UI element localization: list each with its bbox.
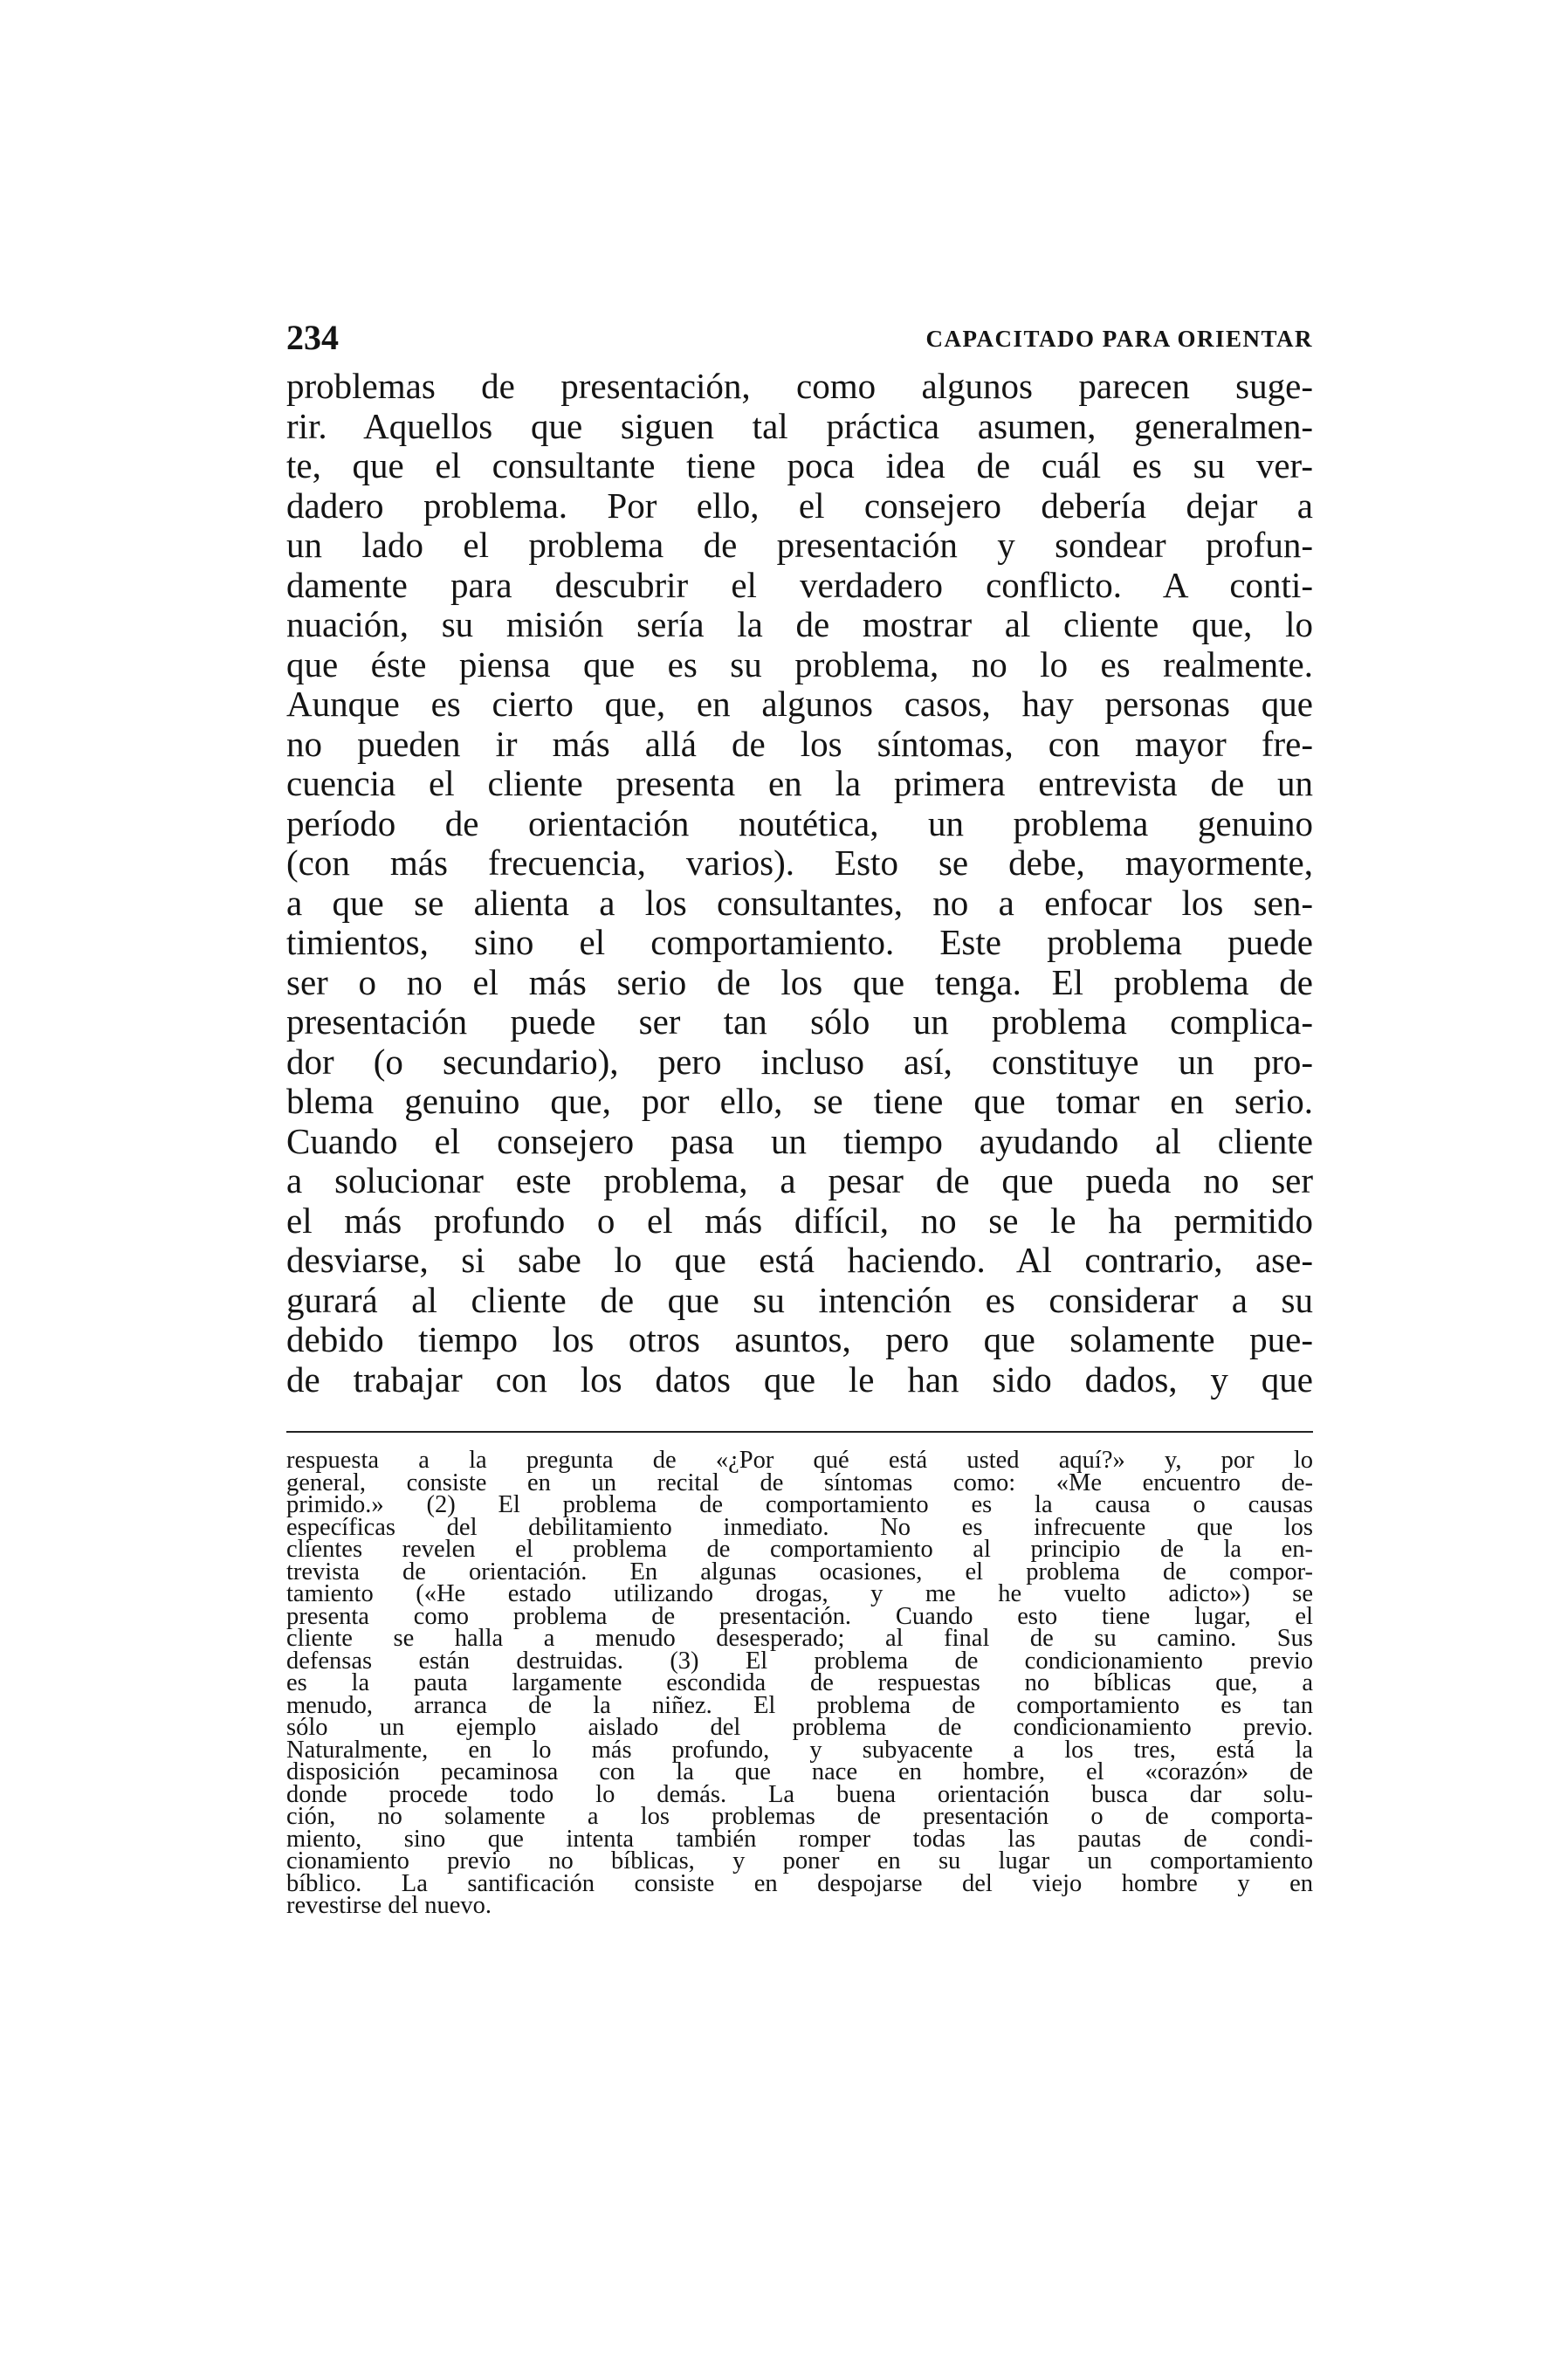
footnote-line: Naturalmente, en lo más profundo, y subyacente a los tres, está la [286, 1736, 1313, 1764]
footnote-line: cionamiento previo no bíblicas, y poner en su lugar un comportamiento [286, 1847, 1313, 1874]
body-line: dor (o secundario), pero incluso así, constituye un pro- [286, 1041, 1313, 1082]
body-line: período de orientación noutética, un problema genuino [286, 802, 1313, 843]
body-line: rir. Aquellos que siguen tal práctica asumen, generalmen- [286, 405, 1313, 446]
footnote-line: tamiento («He estado utilizando drogas, y me he vuelto adicto») se [286, 1580, 1313, 1607]
body-line: desviarse, si sabe lo que está haciendo. Al contrario, ase- [286, 1240, 1313, 1280]
body-line: a que se alienta a los consultantes, no a enfocar los sen- [286, 882, 1313, 923]
body-line: blema genuino que, por ello, se tiene que tomar en serio. [286, 1081, 1313, 1121]
running-title: CAPACITADO PARA ORIENTAR [925, 326, 1313, 352]
footnote-line: ción, no solamente a los problemas de presentación o de comporta- [286, 1803, 1313, 1830]
body-line: un lado el problema de presentación y sondear profun- [286, 525, 1313, 565]
body-line: que éste piensa que es su problema, no lo es realmente. [286, 643, 1313, 684]
footnote-line: donde procede todo lo demás. La buena orientación busca dar solu- [286, 1780, 1313, 1808]
footnote-divider [286, 1431, 1313, 1433]
footnote-line: disposición pecaminosa con la que nace en hombre, el «corazón» de [286, 1758, 1313, 1785]
footnote-line: sólo un ejemplo aislado del problema de condicionamiento previo. [286, 1714, 1313, 1741]
footnote-line: general, consiste en un recital de síntomas como: «Me encuentro de- [286, 1469, 1313, 1496]
body-line: timientos, sino el comportamiento. Este problema puede [286, 922, 1313, 962]
body-line: nuación, su misión sería la de mostrar al cliente que, lo [286, 604, 1313, 644]
body-line: cuencia el cliente presenta en la primera entrevista de un [286, 763, 1313, 803]
footnote-line: miento, sino que intenta también romper todas las pautas de condi- [286, 1825, 1313, 1853]
body-line: ser o no el más serio de los que tenga. El problema de [286, 961, 1313, 1002]
body-line: no pueden ir más allá de los síntomas, con mayor fre- [286, 723, 1313, 764]
footnote-line: trevista de orientación. En algunas ocasiones, el problema de compor- [286, 1558, 1313, 1586]
body-line: a solucionar este problema, a pesar de que pueda no ser [286, 1160, 1313, 1200]
body-line: dadero problema. Por ello, el consejero debería dejar a [286, 485, 1313, 526]
body-line: Aunque es cierto que, en algunos casos, hay personas que [286, 684, 1313, 724]
footnote-line: cliente se halla a menudo desesperado; al final de su camino. Sus [286, 1625, 1313, 1652]
footnote [286, 1449, 1313, 1917]
footnote-line: clientes revelen el problema de comportamiento al principio de la en- [286, 1536, 1313, 1563]
footnote-line: menudo, arranca de la niñez. El problema de comportamiento es tan [286, 1691, 1313, 1719]
footnote-line: defensas están destruidas. (3) El problema de condicionamiento previo [286, 1647, 1313, 1675]
page-number: 234 [286, 318, 339, 357]
body-line: damente para descubrir el verdadero conflicto. A conti- [286, 564, 1313, 605]
footnote-line: revestirse del nuevo. [286, 1892, 492, 1919]
body-line: Cuando el consejero pasa un tiempo ayudando al cliente [286, 1120, 1313, 1161]
body-line: presentación puede ser tan sólo un problema complica- [286, 1001, 1313, 1042]
body-line: gurará al cliente de que su intención es considerar a su [286, 1279, 1313, 1320]
body-line: de trabajar con los datos que le han sido dados, y que [286, 1359, 1313, 1400]
body-line: problemas de presentación, como algunos parecen suge- [286, 366, 1313, 406]
body-text [286, 367, 1313, 1400]
footnote-line: presenta como problema de presentación. Cuando esto tiene lugar, el [286, 1602, 1313, 1630]
footnote-line: es la pauta largamente escondida de respuestas no bíblicas que, a [286, 1669, 1313, 1696]
footnote-line: bíblico. La santificación consiste en despojarse del viejo hombre y en [286, 1869, 1313, 1897]
body-line: el más profundo o el más difícil, no se le ha permitido [286, 1200, 1313, 1241]
footnote-line: primido.» (2) El problema de comportamiento es la causa o causas [286, 1491, 1313, 1518]
body-line: te, que el consultante tiene poca idea de cuál es su ver- [286, 445, 1313, 485]
body-line: debido tiempo los otros asuntos, pero que solamente pue- [286, 1319, 1313, 1359]
footnote-line: respuesta a la pregunta de «¿Por qué está usted aquí?» y, por lo [286, 1447, 1313, 1474]
body-line: (con más frecuencia, varios). Esto se debe, mayormente, [286, 843, 1313, 883]
running-head [286, 316, 1313, 360]
footnote-line: específicas del debilitamiento inmediato. No es infrecuente que los [286, 1513, 1313, 1541]
